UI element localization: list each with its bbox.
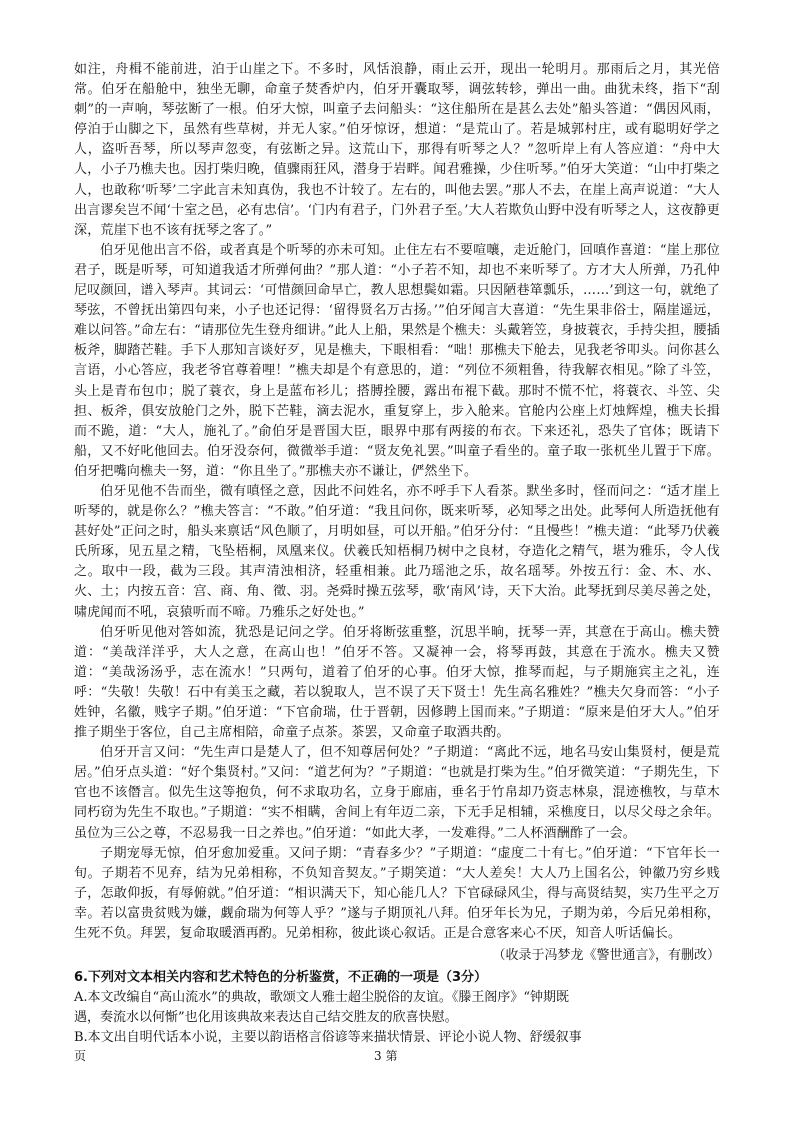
option-a-line-2: 遇，奏流水以何惭”也化用该典故来表达自己结交胜友的欣喜快慰。	[74, 1010, 458, 1026]
page-footer	[74, 1048, 720, 1064]
footer-left-label: 页	[74, 1049, 87, 1063]
source-citation: （收录于冯梦龙《警世通言》，有删改）	[492, 948, 720, 964]
option-a-line-1: A.本文改编自“高山流水”的典故，歌颂文人雅士超尘脱俗的友谊。《滕王阁序》“钟期既	[74, 990, 569, 1006]
story-paragraph-2: 伯牙见他出言不俗，或者真是个听琴的亦未可知。止住左右不要喧嚷，走近舱门，回嗔作喜道：“崖上那位君子，既是听琴，可知道我适才所弹何曲？”那人道：“小子若不知，却也不来听琴了。方才大人所弹，乃孔仲尼叹颜回，谱入琴声。其词云：‘可惜颜回命早亡，教人思想鬓如霜。只因陋巷箪瓢乐，……’到这一句，就绝了琴弦，不曾抚出第四句来，小子也还记得：‘留得贤名万古扬。’”伯牙闻言大喜道：“先生果非俗士，隔崖遥远，难以问答。”命左右：“请那位先生登舟细讲。”此人上船，果然是个樵夫：头戴箬笠，身披蓑衣，手持尖担，腰插板斧，脚踏芒鞋。手下人那知言谈好歹，见是樵夫，下眼相看：“咄！那樵夫下舱去，见我老爷叩头。问你甚么言语，小心答应，我老爷官尊着哩！”樵夫却是个有意思的，道：“列位不须粗鲁，待我解衣相见。”除了斗笠，头上是青布包巾；脱了蓑衣，身上是蓝布衫儿；搭膊拴腰，露出布裩下截。那时不慌不忙，将蓑衣、斗笠、尖担、板斧，俱安放舱门之外，脱下芒鞋，滴去泥水，重复穿上，步入舱来。官舱内公座上灯烛辉煌，樵夫长揖而不跪，道：“大人，施礼了。”俞伯牙是晋国大臣，眼界中那有两接的布衣。下来还礼，恐失了官体；既请下船，又不好叱他回去。伯牙没奈何，微微举手道：“贤友免礼罢。”叫童子看坐的。童子取一张杌坐儿置于下席。伯牙把嘴向樵夫一努，道：“你且坐了。”那樵夫亦不谦让，俨然坐下。	[74, 242, 720, 479]
page-number: 3 第	[374, 1049, 398, 1063]
option-b-line-1: B.本文出自明代话本小说，主要以韵语格言俗谚等来描状情景、评论小说人物、舒缓叙事	[74, 1030, 582, 1046]
story-paragraph-1: 如注，舟楫不能前进，泊于山崖之下。不多时，风恬浪静，雨止云开，现出一轮明月。那雨后之月，其光倍常。伯牙在船舱中，独坐无聊，命童子焚香炉内，伯牙开囊取琴，调弦转轸，弹出一曲。曲犹未终，指下“刮刺”的一声响，琴弦断了一根。伯牙大惊，叫童子去问船头：“这住船所在是甚么去处”船头答道：“偶因风雨，停泊于山脚之下，虽然有些草树，并无人家。”伯牙惊讶，想道：“是荒山了。若是城郭村庄，或有聪明好学之人，盗听吾琴，所以琴声忽变，有弦断之异。这荒山下，那得有听琴之人？”忽听岸上有人答应道：“舟中大人，小子乃樵夫也。因打柴归晚，值骤雨狂风，潜身于岩畔。闻君雅操，少住听琴。”伯牙大笑道：“山中打柴之人，也敢称‘听琴’二字此言未知真伪，我也不计较了。左右的，叫他去罢。”那人不去，在崖上高声说道：“大人出言谬矣岂不闻‘十室之邑，必有忠信’。‘门内有君子，门外君子至。’大人若欺负山野中没有听琴之人，这夜静更深，荒崖下也不该有抚琴之客了。”	[74, 62, 720, 238]
story-paragraph-5: 伯牙开言又问：“先生声口是楚人了，但不知尊居何处？”子期道：“离此不远，地名马安山集贤村，便是荒居。”伯牙点头道：“好个集贤村。”又问：“道艺何为？”子期道：“也就是打柴为生。”伯牙微笑道：“子期先生，下官也不该僭言。似先生这等抱负，何不求取功名，立身于廊庙，垂名于竹帛却乃资志林泉，混迹樵牧，与草木同朽窃为先生不取也。”子期道：“实不相瞒，舍间上有年迈二亲，下无手足相辅，采樵度日，以尽父母之余年。虽位为三公之尊，不忍易我一日之养也。”伯牙道：“如此大孝，一发难得。”二人杯酒酬酢了一会。	[74, 745, 720, 841]
story-text	[74, 60, 720, 944]
story-paragraph-6: 子期宠辱无惊，伯牙愈加爱重。又问子期：“青春多少？”子期道：“虚度二十有七。”伯牙道：“下官年长一旬。子期若不见弃，结为兄弟相称，不负知音契友。”子期笑道：“大人差矣！大人乃上国名公，钟徽乃穷乡贱子，怎敢仰扳，有辱俯就。”伯牙道：“相识满天下，知心能几人？下官碌碌风尘，得与高贤结契，实乃生平之万幸。若以富贵贫贱为嫌，觑俞瑞为何等人乎？”遂与子期顶礼八拜。伯牙年长为兄，子期为弟，今后兄弟相称，生死不负。拜罢，复命取暖酒再酌。兄弟相称，彼此谈心叙话。正是合意客来心不厌，知音人听话偏长。	[74, 845, 720, 942]
story-paragraph-3: 伯牙见他不告而坐，微有嗔怪之意，因此不问姓名，亦不呼手下人看茶。默坐多时，怪而问之：“适才崖上听琴的，就是你么？”樵夫答言：“不敢。”伯牙道：“我且问你，既来听琴，必知琴之出处。此琴何人所造抚他有甚好处”正问之时，船头来禀话“风色顺了，月明如昼，可以开船。”伯牙分付：“且慢些！”樵夫道：“此琴乃伏羲氏所琢，见五星之精，飞坠梧桐，凤凰来仪。伏羲氏知梧桐乃树中之良材，夺造化之精气，堪为雅乐，令人伐之。取中一段，截为三段。其声清浊相济，轻重相兼。此乃瑶池之乐，故名瑶琴。外按五行：金、木、水、火、土；内按五音：宫、商、角、徵、羽。尧舜时操五弦琴，歌‘南风’诗，天下大治。此琴抚到尽美尽善之处，啸虎闻而不吼，哀猿听而不啼。乃雅乐之好处也。”	[74, 483, 720, 620]
question-6-stem: 6.下列对文本相关内容和艺术特色的分析鉴赏，不正确的一项是（3分）	[74, 970, 488, 986]
story-paragraph-4: 伯牙听见他对答如流，犹恐是记问之学。伯牙将断弦重整，沉思半晌，抚琴一弄，其意在于高山。樵夫赞道：“美哉洋洋乎，大人之意，在高山也！”伯牙不答。又凝神一会，将琴再鼓，其意在于流水。樵夫又赞道：“美哉汤汤乎，志在流水！”只两句，道着了伯牙的心事。伯牙大惊，推琴而起，与子期施宾主之礼，连呼：“失敬！失敬！石中有美玉之藏，若以貌取人，岂不误了天下贤士！先生高名雅姓？”樵夫欠身而答：“小子姓钟，名徽，贱字子期。”伯牙道：“下官俞瑞，仕于晋朝，因修聘上国而来。”子期道：“原来是伯牙大人。”伯牙推子期坐于客位，自己主席相陪，命童子点茶。茶罢，又命童子取酒共酌。	[74, 624, 720, 741]
